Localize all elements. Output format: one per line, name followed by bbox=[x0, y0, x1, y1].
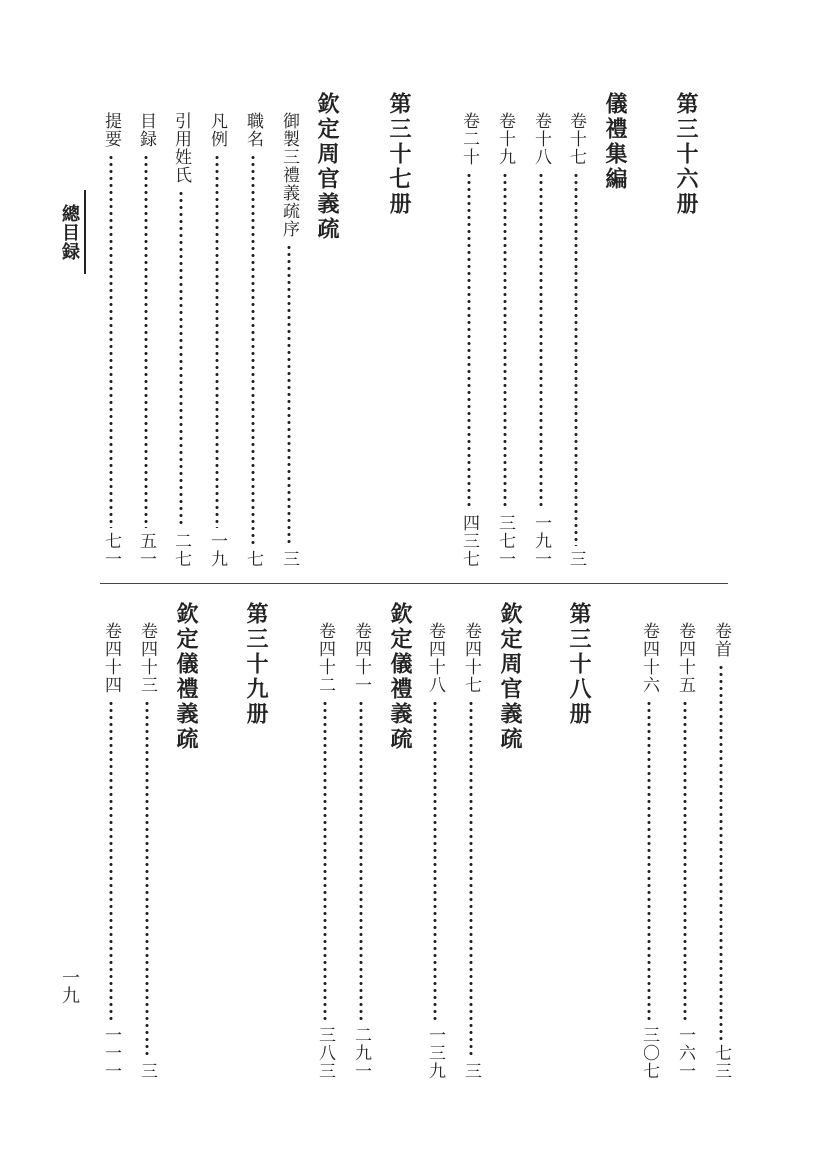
toc-entry[interactable]: 御製三禮義疏序 三 bbox=[279, 112, 299, 568]
toc-entry[interactable]: 卷四十五 一六一 bbox=[675, 622, 695, 1080]
toc-entry[interactable]: 卷十九 三七一 bbox=[495, 112, 515, 568]
page-number: 一九 bbox=[59, 968, 80, 1004]
toc-entry[interactable]: 卷十八 一九一 bbox=[531, 112, 551, 568]
leader-dots bbox=[460, 700, 482, 1058]
leader-dots bbox=[314, 700, 336, 1022]
leader-dots bbox=[100, 700, 122, 1022]
leader-dots bbox=[494, 172, 516, 510]
volume-heading: 第三十九册 bbox=[243, 602, 268, 727]
leader-dots bbox=[206, 154, 228, 528]
leader-dots bbox=[170, 190, 192, 528]
leader-dots bbox=[638, 700, 660, 1022]
leader-dots bbox=[278, 244, 300, 546]
volume-heading: 第三十六册 bbox=[673, 92, 698, 217]
book-heading: 儀禮集編 bbox=[602, 92, 627, 192]
book-heading: 欽定周官義疏 bbox=[314, 92, 339, 242]
book-heading: 欽定儀禮義疏 bbox=[173, 602, 198, 752]
book-heading: 欽定周官義疏 bbox=[497, 602, 522, 752]
toc-entry[interactable]: 卷四十二 三八三 bbox=[315, 622, 335, 1080]
volume-heading: 第三十七册 bbox=[386, 92, 411, 217]
toc-entry[interactable]: 卷四十六 三〇七 bbox=[639, 622, 659, 1080]
toc-entry[interactable]: 提要 七一 bbox=[101, 112, 121, 568]
leader-dots bbox=[136, 700, 158, 1058]
leader-dots bbox=[424, 700, 446, 1022]
toc-entry[interactable]: 引用姓氏 二七 bbox=[171, 112, 191, 568]
leader-dots bbox=[458, 172, 480, 510]
toc-entry[interactable]: 卷四十一 二九一 bbox=[351, 622, 371, 1080]
leader-dots bbox=[100, 154, 122, 528]
toc-entry[interactable]: 卷十七 三 bbox=[566, 112, 586, 568]
toc-entry[interactable]: 卷四十八 一三九 bbox=[425, 622, 445, 1080]
book-heading: 欽定儀禮義疏 bbox=[387, 602, 412, 752]
section-divider bbox=[100, 583, 728, 584]
toc-entry[interactable]: 卷四十四 一一一 bbox=[101, 622, 121, 1080]
leader-dots bbox=[350, 700, 372, 1022]
toc-entry[interactable]: 凡例 一九 bbox=[207, 112, 227, 568]
toc-entry[interactable]: 卷首 七三 bbox=[711, 622, 731, 1080]
running-head: 總目録 bbox=[59, 204, 80, 261]
toc-entry[interactable]: 卷二十 四三七 bbox=[459, 112, 479, 568]
leader-dots bbox=[530, 172, 552, 510]
running-head-rule bbox=[84, 190, 86, 274]
toc-entry[interactable]: 目録 五一 bbox=[136, 112, 156, 568]
toc-entry[interactable]: 卷四十七 三 bbox=[461, 622, 481, 1080]
toc-entry[interactable]: 卷四十三 三 bbox=[137, 622, 157, 1080]
toc-entry[interactable]: 職名 七 bbox=[243, 112, 263, 568]
leader-dots bbox=[135, 154, 157, 528]
leader-dots bbox=[565, 172, 587, 546]
leader-dots bbox=[242, 154, 264, 546]
leader-dots bbox=[674, 700, 696, 1022]
leader-dots bbox=[710, 664, 732, 1040]
volume-heading: 第三十八册 bbox=[566, 602, 591, 727]
